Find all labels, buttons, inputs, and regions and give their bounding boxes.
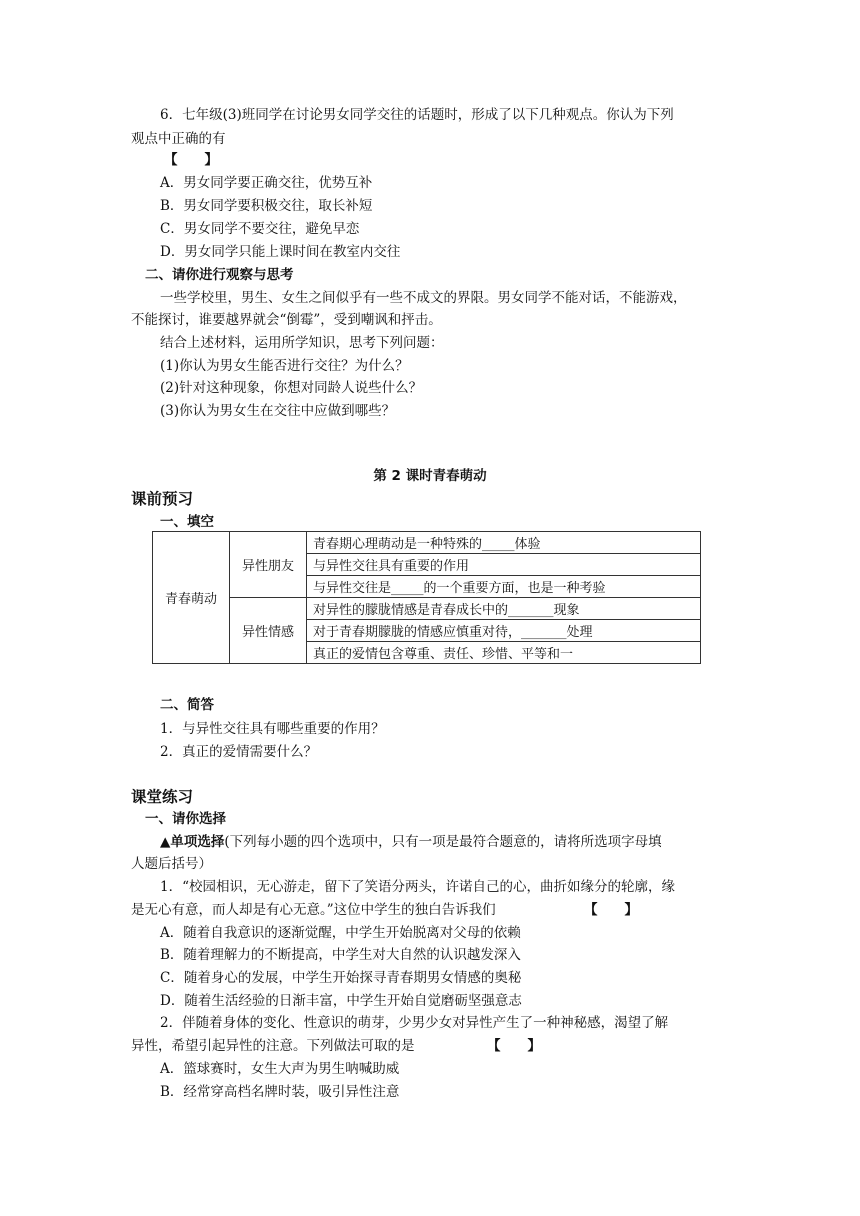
section2-para1-line2: 不能探讨，谁要越界就会“倒霉”，受到嘲讽和抨击。 — [131, 312, 442, 328]
table-row: 青春期心理萌动是一种特殊的_____体验 — [307, 532, 701, 554]
pq2-answer-bracket: 【 】 — [487, 1038, 541, 1054]
table-main-topic: 青春萌动 — [153, 532, 230, 664]
section2-para2: 结合上述材料，运用所学知识，思考下列问题： — [160, 335, 444, 351]
section2-question-1: (1)你认为男女生能否进行交往？为什么？ — [160, 358, 409, 374]
q6-line2: 观点中正确的有 — [131, 131, 226, 147]
pq1-answer-bracket: 【 】 — [584, 902, 638, 918]
table-group-friends: 异性朋友 — [230, 532, 307, 598]
fill-table — [152, 531, 701, 664]
short-heading: 二、简答 — [160, 697, 214, 713]
short-question-1: 1．与异性交往具有哪些重要的作用？ — [160, 721, 385, 737]
single-choice-desc-line2: 人题后括号） — [131, 856, 212, 872]
table-row: 真正的爱情包含尊重、责任、珍惜、平等和一 — [307, 642, 701, 664]
pq2-option-b: B．经常穿高档名牌时装，吸引异性注意 — [160, 1084, 400, 1100]
pq1-line2: 是无心有意，而人却是有心无意。”这位中学生的独白告诉我们 — [131, 902, 496, 918]
table-row: 对于青春期朦胧的情感应慎重对待，_______处理 — [307, 620, 701, 642]
preview-heading: 课前预习 — [131, 490, 194, 508]
pq2-line2: 异性，希望引起异性的注意。下列做法可取的是 — [131, 1038, 415, 1054]
q6-option-b: B．男女同学要积极交往，取长补短 — [160, 198, 373, 214]
pq1-line1: 1．“校园相识，无心游走，留下了笑语分两头，许诺自己的心，曲折如缘分的轮廓，缘 — [160, 879, 675, 895]
single-choice-desc: (下列每小题的四个选项中，只有一项是最符合题意的，请将所选项字母填 — [224, 834, 662, 850]
single-choice-label: ▲单项选择 — [160, 834, 225, 850]
pq1-option-d: D．随着生活经验的日渐丰富，中学生开始自觉磨砺坚强意志 — [160, 993, 522, 1009]
section2-heading: 二、请你进行观察与思考 — [145, 267, 294, 283]
lesson-title: 第 2 课时青春萌动 — [373, 468, 487, 484]
pq2-option-a: A．篮球赛时，女生大声为男生呐喊助威 — [160, 1061, 400, 1077]
q6-option-c: C．男女同学不要交往，避免早恋 — [160, 221, 360, 237]
q6-option-a: A．男女同学要正确交往，优势互补 — [160, 175, 373, 191]
q6-answer-bracket: 【 】 — [164, 152, 218, 168]
fill-heading: 一、填空 — [160, 514, 214, 530]
table-row: 对异性的朦胧情感是青春成长中的_______现象 — [307, 598, 701, 620]
short-question-2: 2．真正的爱情需要什么？ — [160, 744, 318, 760]
practice-heading: 课堂练习 — [131, 788, 194, 806]
section2-question-2: (2)针对这种现象，你想对同龄人说些什么？ — [160, 380, 423, 396]
table-row: 与异性交往是_____的一个重要方面，也是一种考验 — [307, 576, 701, 598]
pq1-option-b: B．随着理解力的不断提高，中学生对大自然的认识越发深入 — [160, 947, 521, 963]
q6-option-d: D．男女同学只能上课时间在教室内交往 — [160, 244, 401, 260]
section2-para1-line1: 一些学校里，男生、女生之间似乎有一些不成文的界限。男女同学不能对话，不能游戏， — [160, 290, 687, 306]
choose-heading: 一、请你选择 — [145, 811, 226, 827]
pq1-option-c: C．随着身心的发展，中学生开始探寻青春期男女情感的奥秘 — [160, 970, 522, 986]
pq2-line1: 2．伴随着身体的变化、性意识的萌芽，少男少女对异性产生了一种神秘感，渴望了解 — [160, 1015, 669, 1031]
single-choice-intro — [160, 832, 662, 852]
section2-question-3: (3)你认为男女生在交往中应做到哪些？ — [160, 403, 396, 419]
q6-line1: 6．七年级(3)班同学在讨论男女同学交往的话题时，形成了以下几种观点。你认为下列 — [160, 107, 674, 123]
table-row: 与异性交往具有重要的作用 — [307, 554, 701, 576]
pq1-option-a: A．随着自我意识的逐渐觉醒，中学生开始脱离对父母的依赖 — [160, 925, 521, 941]
table-group-feelings: 异性情感 — [230, 598, 307, 664]
